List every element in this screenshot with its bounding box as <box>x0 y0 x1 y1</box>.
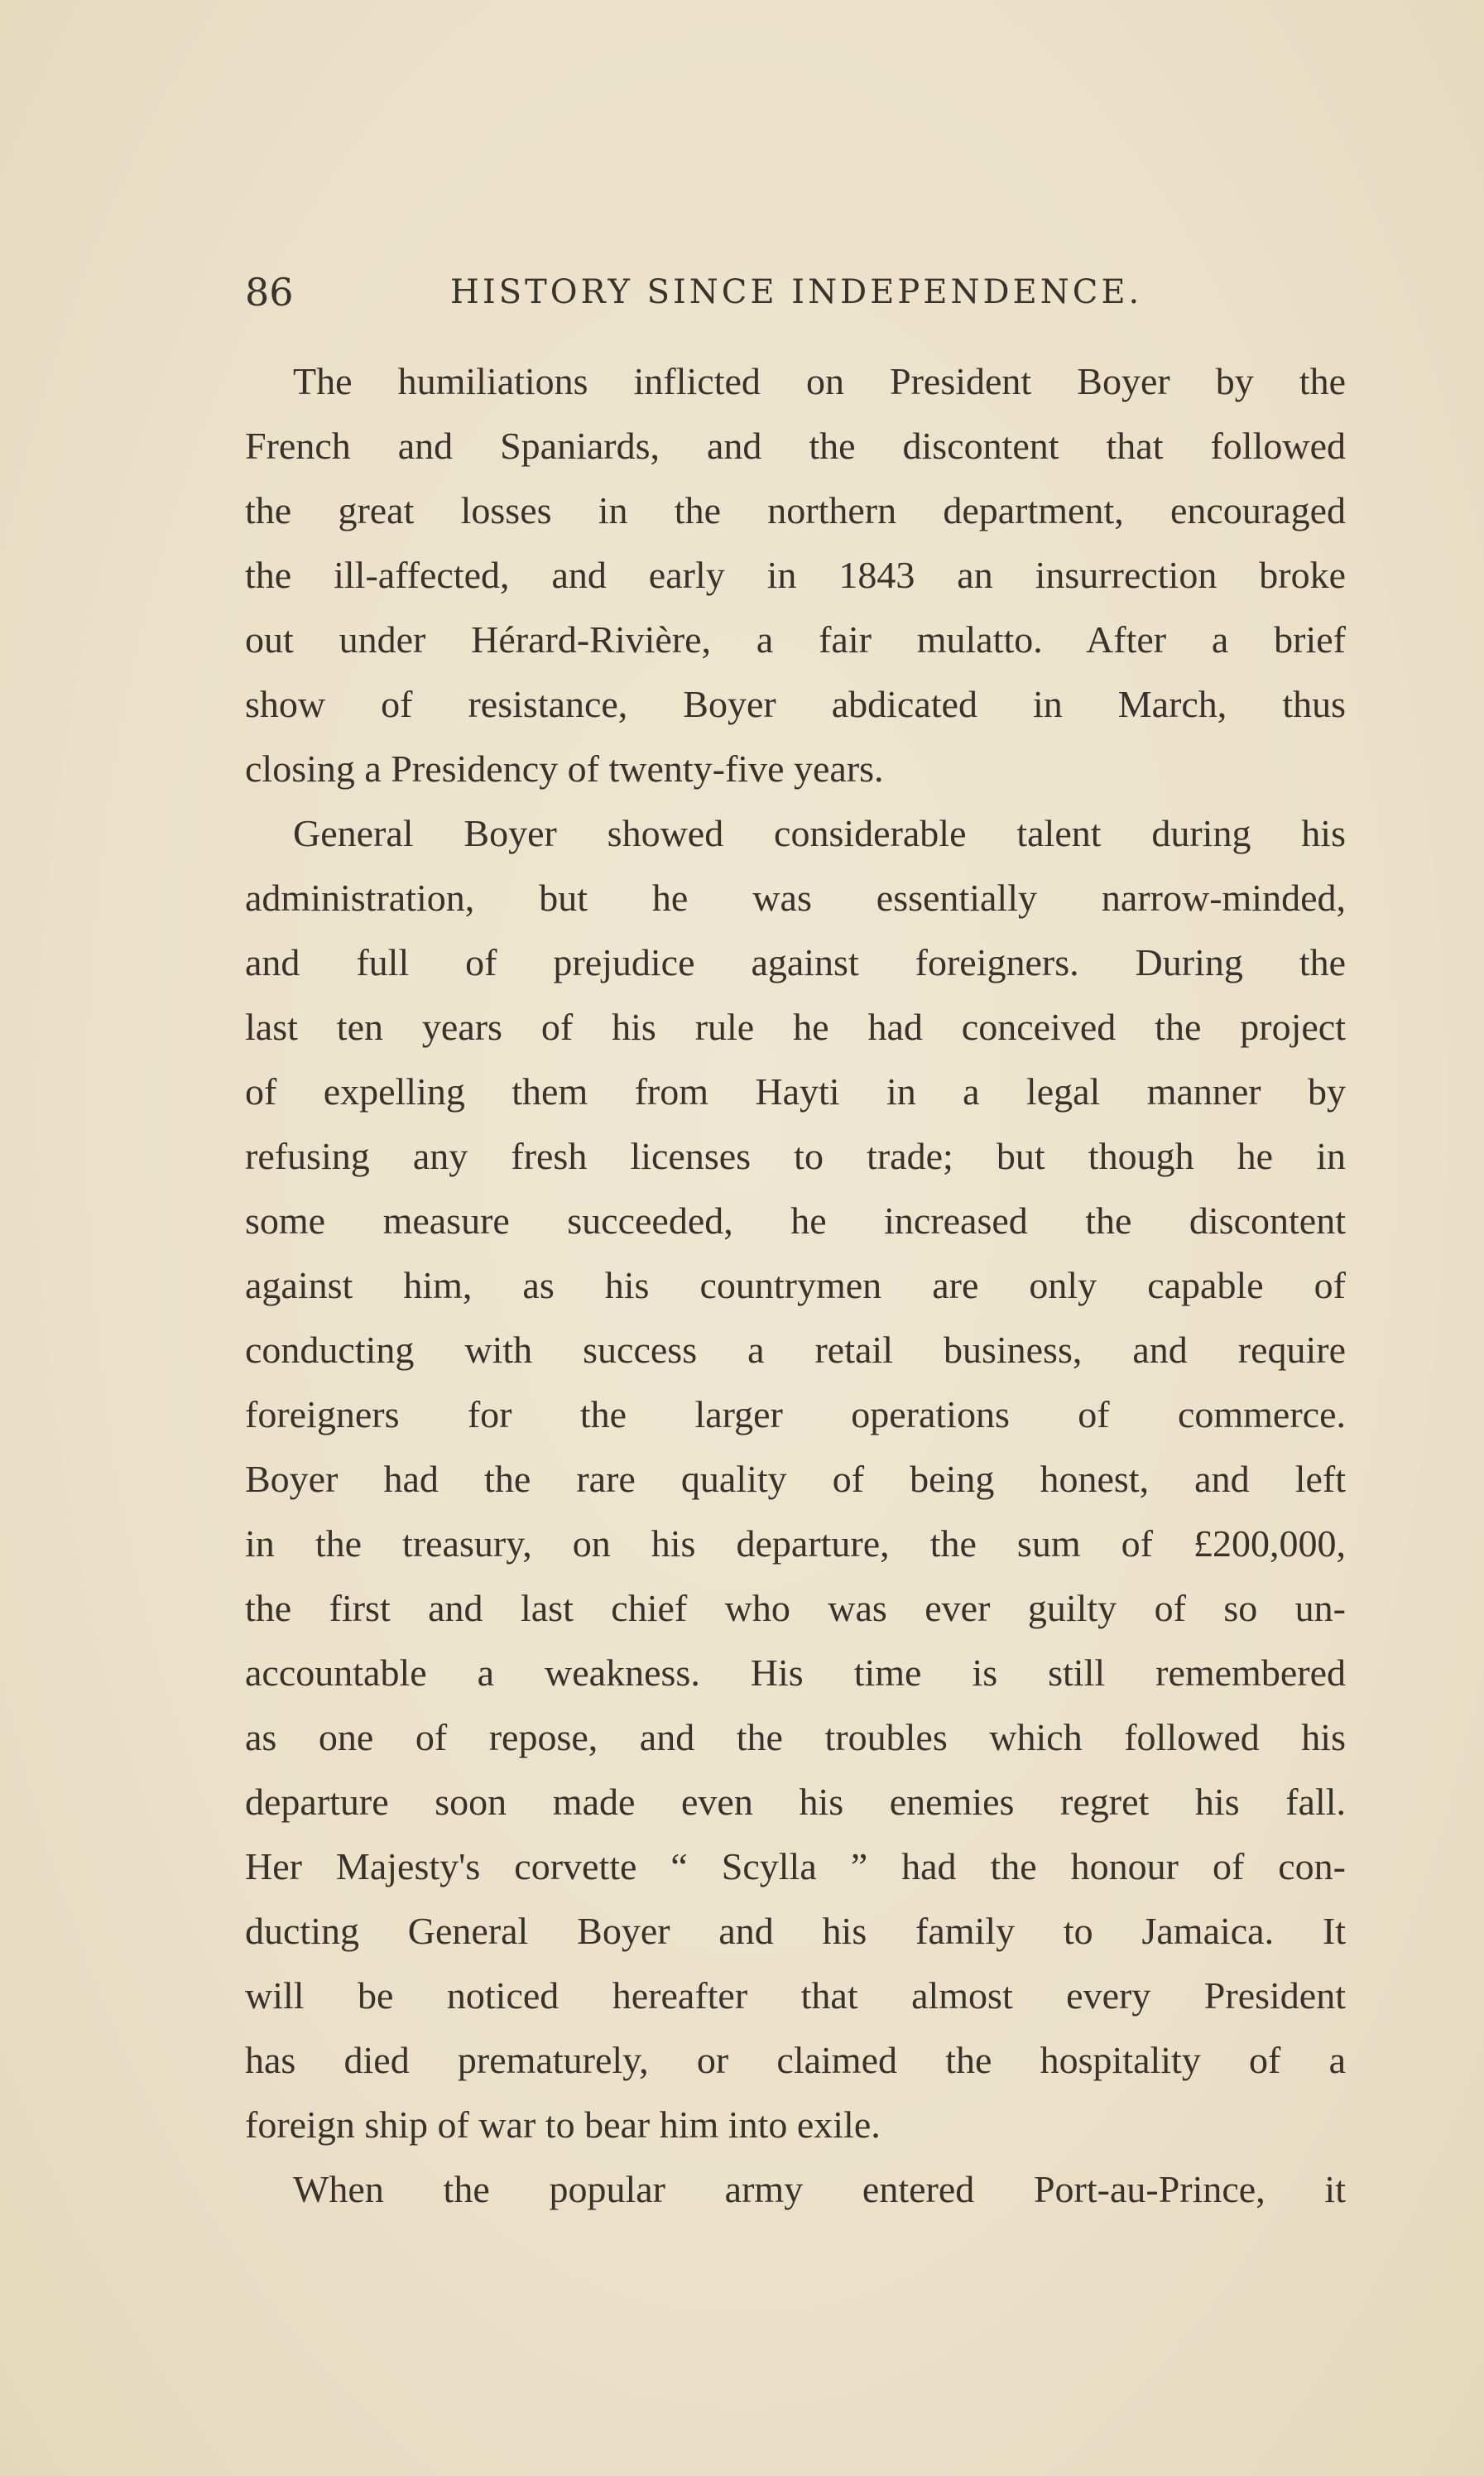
text-line: administration, but he was essentially narrow-minded, <box>245 877 1346 919</box>
text-line: Boyer had the rare quality of being honest, and left <box>245 1458 1346 1500</box>
text-line: and full of prejudice against foreigners. During the <box>245 941 1346 983</box>
text-line: General Boyer showed considerable talent during his <box>293 812 1346 854</box>
text-line: show of resistance, Boyer abdicated in March, thus <box>245 683 1346 725</box>
text-line: the great losses in the northern department, encouraged <box>245 489 1346 531</box>
text-line: has died prematurely, or claimed the hospitality of a <box>245 2039 1346 2081</box>
body-text <box>245 349 1346 2222</box>
text-line: French and Spaniards, and the discontent that followed <box>245 425 1346 467</box>
text-line: refusing any fresh licenses to trade; but though he in <box>245 1135 1346 1177</box>
text-line: departure soon made even his enemies regret his fall. <box>245 1781 1346 1823</box>
text-line: the first and last chief who was ever guilty of so un- <box>245 1587 1346 1629</box>
text-line: foreign ship of war to bear him into exile. <box>245 2103 881 2146</box>
text-line: last ten years of his rule he had conceived the project <box>245 1006 1346 1048</box>
text-line: foreigners for the larger operations of commerce. <box>245 1393 1346 1435</box>
text-line: Her Majesty's corvette “ Scylla ” had the honour of con- <box>245 1845 1346 1887</box>
text-line: closing a Presidency of twenty-five years. <box>245 748 884 790</box>
text-line: as one of repose, and the troubles which followed his <box>245 1716 1346 1758</box>
text-line: against him, as his countrymen are only capable of <box>245 1264 1346 1306</box>
text-line: of expelling them from Hayti in a legal manner by <box>245 1070 1346 1113</box>
text-line: conducting with success a retail business, and require <box>245 1329 1346 1371</box>
text-line: some measure succeeded, he increased the discontent <box>245 1200 1346 1242</box>
text-line: ducting General Boyer and his family to Jamaica. It <box>245 1910 1346 1952</box>
text-line: The humiliations inflicted on President Boyer by the <box>293 360 1346 402</box>
page-header <box>245 263 1346 321</box>
text-line: in the treasury, on his departure, the sum of £200,000, <box>245 1522 1346 1565</box>
text-line: will be noticed hereafter that almost every President <box>245 1974 1346 2017</box>
text-line: When the popular army entered Port-au-Prince, it <box>293 2168 1346 2210</box>
text-line: the ill-affected, and early in 1843 an insurrection broke <box>245 554 1346 596</box>
running-title: HISTORY SINCE INDEPENDENCE. <box>450 273 1143 311</box>
page-number: 86 <box>245 270 294 315</box>
text-line: out under Hérard-Rivière, a fair mulatto. After a brief <box>245 618 1346 661</box>
text-line: accountable a weakness. His time is still remembered <box>245 1651 1346 1694</box>
